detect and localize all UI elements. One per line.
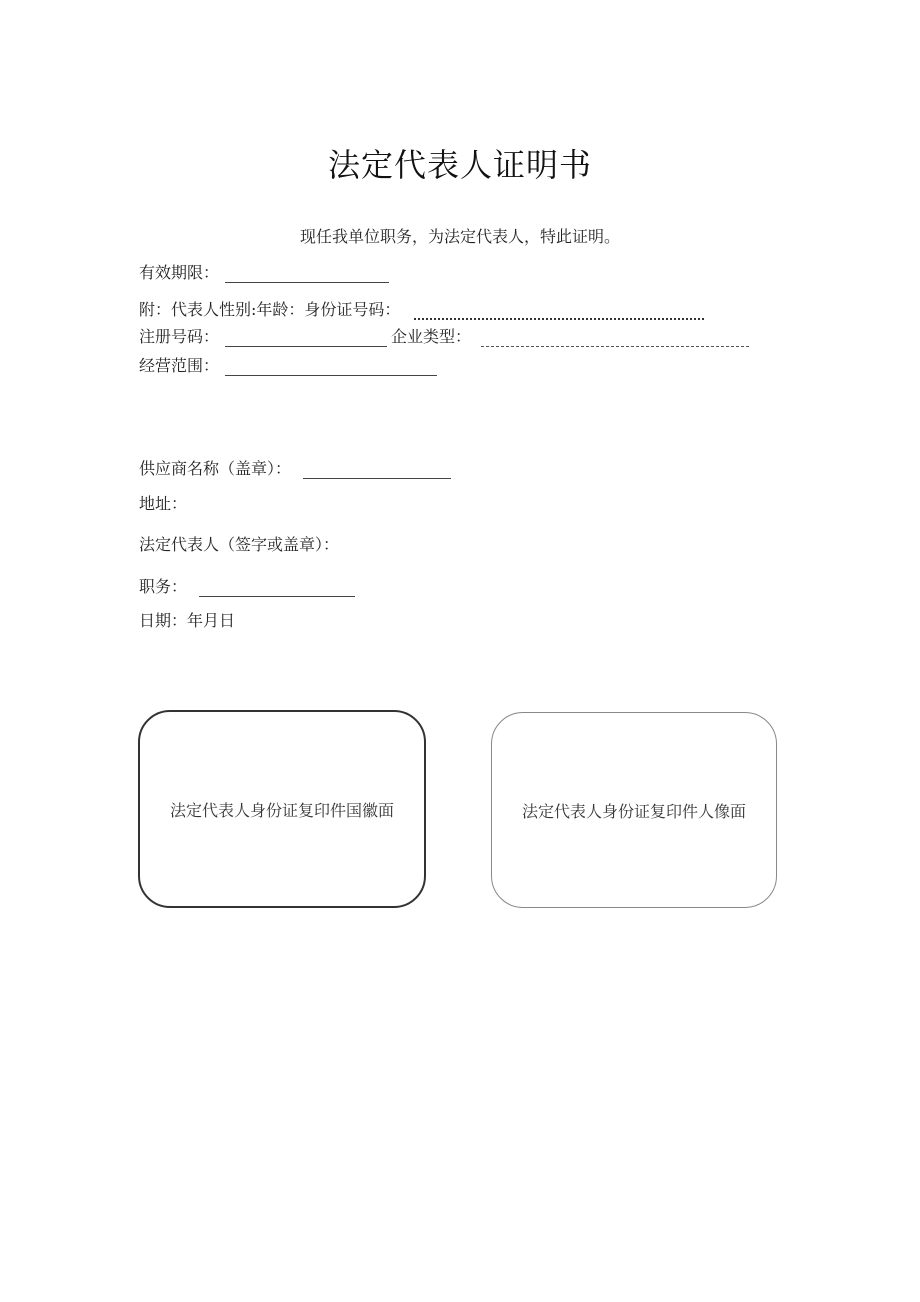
scope-row <box>139 353 437 376</box>
attach-label: 附：代表人性别:年龄：身份证号码： <box>139 300 401 319</box>
validity-label: 有效期限： <box>139 263 220 282</box>
position-row <box>139 574 355 597</box>
scope-label: 经营范围： <box>139 356 220 375</box>
address-row <box>139 491 187 514</box>
supplier-row <box>139 456 451 479</box>
supplier-blank[interactable] <box>303 462 451 479</box>
date-label: 日期：年月日 <box>139 611 236 630</box>
reg-label: 注册号码： <box>139 327 220 346</box>
legal-rep-row <box>139 532 339 555</box>
enterprise-type-blank[interactable] <box>481 332 749 347</box>
supplier-label: 供应商名称（盖章）： <box>139 459 292 478</box>
address-label: 地址： <box>139 494 188 513</box>
enterprise-type-label: 企业类型： <box>391 327 472 346</box>
registration-row <box>139 324 749 347</box>
reg-blank[interactable] <box>225 330 387 347</box>
date-row <box>139 608 235 631</box>
validity-row <box>139 260 389 283</box>
id-front-label: 法定代表人身份证复印件国徽面 <box>169 800 394 820</box>
id-back-box <box>491 712 777 908</box>
attach-row <box>139 297 704 320</box>
id-front-box <box>138 710 426 908</box>
id-number-blank[interactable] <box>414 302 704 320</box>
id-back-label: 法定代表人身份证复印件人像面 <box>521 801 746 821</box>
position-label: 职务： <box>139 577 188 596</box>
scope-blank[interactable] <box>225 359 437 376</box>
validity-blank[interactable] <box>225 266 389 283</box>
document-title: 法定代表人证明书 <box>327 146 592 184</box>
legal-rep-label: 法定代表人（签字或盖章）： <box>139 535 340 554</box>
position-blank[interactable] <box>199 580 355 597</box>
intro-text: 现任我单位职务，为法定代表人，特此证明。 <box>299 227 620 246</box>
